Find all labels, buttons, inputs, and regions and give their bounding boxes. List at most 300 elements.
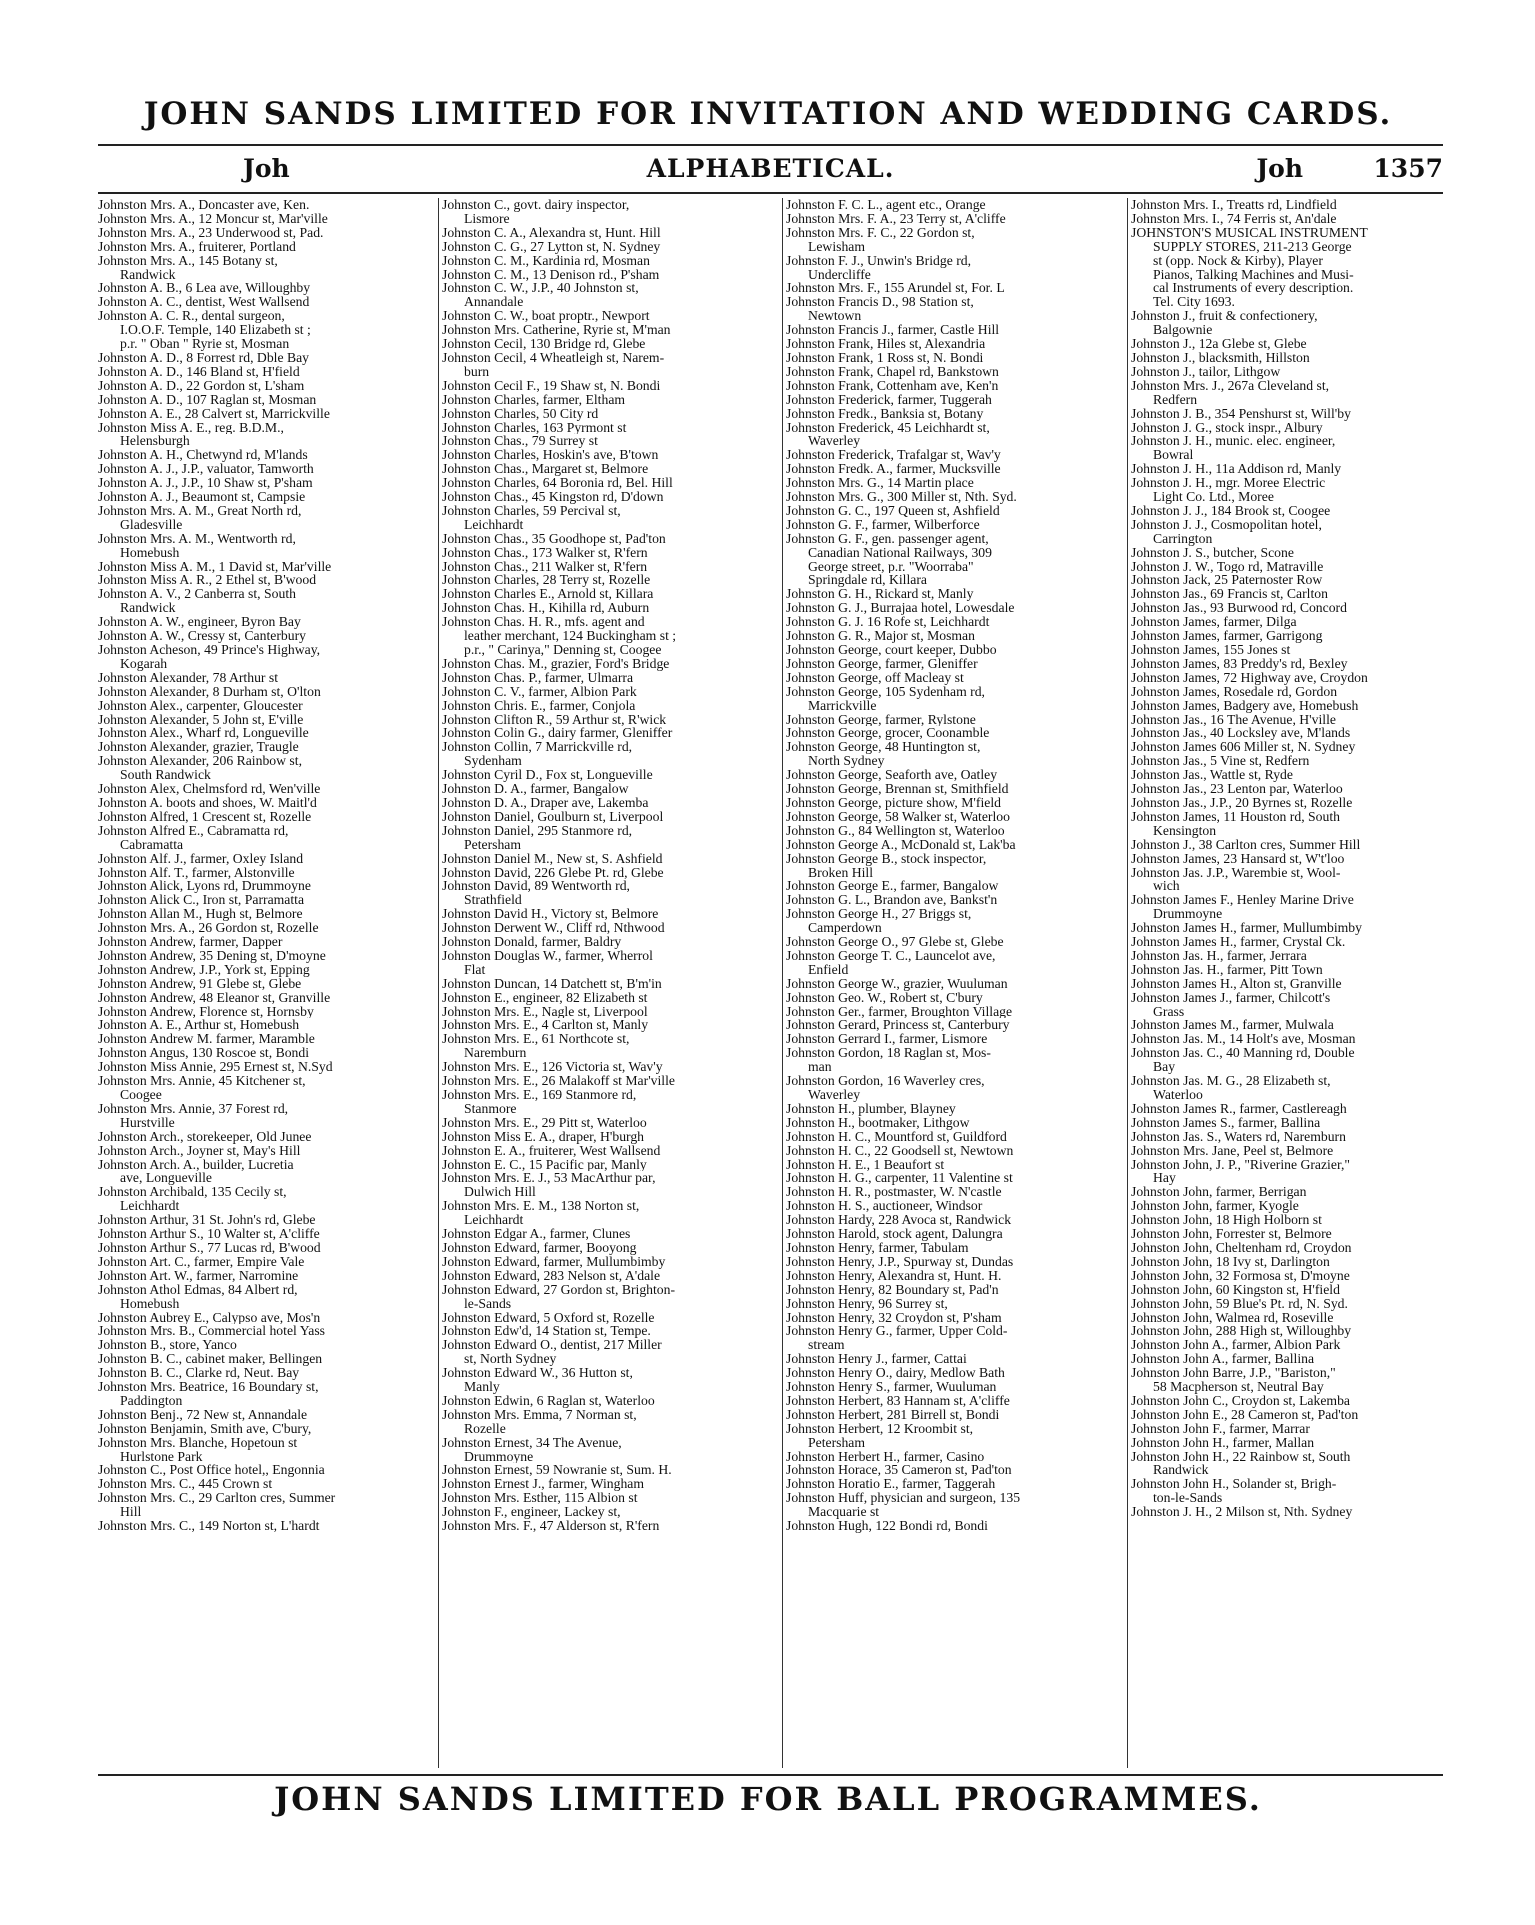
directory-entry-line: Cabramatta	[120, 837, 184, 852]
directory-entry-line: Johnston Acheson, 49 Prince's Highway,	[98, 643, 321, 657]
directory-entry-line: Johnston A. boots and shoes, W. Maitl'd	[98, 795, 317, 810]
directory-entry-line: Johnston A. D., 107 Raglan st, Mosman	[98, 392, 317, 407]
directory-entry-line: Johnston John, 18 High Holborn st	[1131, 1213, 1322, 1228]
directory-entry-line: Johnston Charles, farmer, Eltham	[442, 392, 626, 407]
directory-entry-line: Redfern	[1153, 392, 1198, 407]
directory-entry-line: ton-le-Sands	[1153, 1491, 1223, 1506]
directory-entry-line: Johnston John, 18 Ivy st, Darlington	[1131, 1254, 1330, 1269]
directory-entry-line: Johnston Archibald, 135 Cecily st,	[98, 1185, 287, 1200]
directory-entry-line: Johnston Frederick, farmer, Tuggerah	[786, 392, 992, 407]
directory-entry-line: Johnston J., tailor, Lithgow	[1131, 364, 1281, 379]
directory-entry-line: Johnston Aubrey E., Calypso ave, Mos'n	[98, 1310, 321, 1325]
directory-entry-line: Johnston George, 58 Walker st, Waterloo	[786, 809, 1010, 824]
directory-entry-line: Johnston Charles E., Arnold st, Killara	[442, 587, 654, 602]
directory-entry-line: Johnston Alf. J., farmer, Oxley Island	[98, 851, 304, 866]
directory-entry-line: Manly	[464, 1380, 500, 1394]
directory-entry-line: Johnston C. M., 13 Denison rd., P'sham	[442, 267, 660, 282]
directory-entry-line: Gladesville	[120, 517, 183, 532]
directory-entry-line: Johnston Chas., 173 Walker st, R'fern	[442, 545, 648, 560]
directory-entry-line: Johnston Chas. H. R., mfs. agent and	[442, 615, 645, 630]
directory-entry-line: Johnston Francis J., farmer, Castle Hill	[786, 323, 1000, 338]
directory-entry-line: Sydenham	[464, 754, 522, 769]
top-advertisement-banner: JOHN SANDS LIMITED FOR INVITATION AND WEDDING CARDS.	[143, 96, 1393, 132]
directory-entry-line: Johnston Arthur S., 77 Lucas rd, B'wood	[98, 1240, 321, 1255]
directory-entry-line: Johnston Mrs. A. M., Great North rd,	[98, 503, 302, 518]
directory-entry-line: Johnston Andrew M. farmer, Maramble	[98, 1032, 315, 1047]
directory-entry-line: Johnston H., bootmaker, Lithgow	[786, 1115, 970, 1130]
directory-entry-line: Johnston Andrew, farmer, Dapper	[98, 935, 283, 949]
directory-entry-line: I.O.O.F. Temple, 140 Elizabeth st ;	[120, 323, 311, 338]
directory-entry-line: Waverley	[808, 1088, 861, 1102]
directory-entry-line: Johnston Arch., storekeeper, Old Junee	[98, 1129, 312, 1144]
directory-entry-line: Johnston George, 105 Sydenham rd,	[786, 684, 985, 699]
directory-entry-line: Johnston G. H., Rickard st, Manly	[786, 587, 974, 602]
directory-entry-line: Johnston Charles, Hoskin's ave, B'town	[442, 448, 659, 463]
directory-entry-line: Johnston Edward, 27 Gordon st, Brighton-	[442, 1282, 676, 1297]
directory-entry-line: Johnston Jas., 40 Locksley ave, M'lands	[1131, 726, 1351, 741]
directory-entry-line: Johnston John, Walmea rd, Roseville	[1131, 1310, 1334, 1325]
directory-entry-line: Johnston John C., Croydon st, Lakemba	[1131, 1393, 1350, 1408]
directory-entry-line: Johnston Edwin, 6 Raglan st, Waterloo	[442, 1393, 655, 1408]
directory-entry-line: Johnston J. H., 11a Addison rd, Manly	[1131, 462, 1342, 477]
directory-entry-line: Johnston Frederick, 45 Leichhardt st,	[786, 420, 990, 435]
directory-entry-line: Johnston Daniel, Goulburn st, Liverpool	[442, 809, 664, 824]
directory-entry-line: Johnston Frank, Cottenham ave, Ken'n	[786, 378, 999, 393]
directory-entry-line: Johnston Edward, farmer, Mullumbimby	[442, 1254, 666, 1269]
directory-entry-line: Johnston C. G., 27 Lytton st, N. Sydney	[442, 239, 661, 254]
directory-entry-line: Johnston Mrs. G., 300 Miller st, Nth. Syd.	[786, 490, 1017, 504]
directory-entry-line: Pianos, Talking Machines and Musi-	[1153, 267, 1354, 282]
directory-entry-line: Rozelle	[464, 1421, 506, 1436]
directory-entry-line: Johnston A. J., Beaumont st, Campsie	[98, 490, 306, 504]
directory-entry-line: Marrickville	[808, 698, 877, 713]
directory-entry-line: Johnston James H., farmer, Mullumbimby	[1131, 921, 1362, 936]
directory-entry-line: Johnston George, court keeper, Dubbo	[786, 643, 997, 657]
directory-entry-line: Johnston George A., McDonald st, Lak'ba	[786, 837, 1016, 852]
directory-entry-line: Johnston Jas., 5 Vine st, Redfern	[1131, 754, 1310, 769]
directory-entry-line: Johnston Jas., 69 Francis st, Carlton	[1131, 587, 1328, 602]
directory-entry-line: Johnston Chas. P., farmer, Ulmarra	[442, 670, 634, 685]
directory-entry-line: Grass	[1153, 1004, 1185, 1019]
directory-entry-line: Johnston James, 72 Highway ave, Croydon	[1131, 670, 1368, 685]
directory-entry-line: Johnston Charles, 59 Percival st,	[442, 503, 621, 518]
directory-entry-line: Johnston H. C., 22 Goodsell st, Newtown	[786, 1143, 1014, 1158]
directory-entry-line: Johnston Frank, Chapel rd, Bankstown	[786, 364, 999, 379]
directory-entry-line: Johnston John, 32 Formosa st, D'moyne	[1131, 1268, 1350, 1283]
directory-entry-line: Johnston Huff, physician and surgeon, 135	[786, 1491, 1021, 1506]
directory-entry-line: Johnston Henry J., farmer, Cattai	[786, 1352, 967, 1367]
directory-entry-line: Johnston C. A., Alexandra st, Hunt. Hill	[442, 225, 661, 240]
directory-entry-line: Johnston Fredk. A., farmer, Mucksville	[786, 462, 1001, 477]
directory-entry-line: Johnston B., store, Yanco	[98, 1338, 237, 1353]
directory-entry-line: Johnston Chas. M., grazier, Ford's Bridge	[442, 656, 670, 671]
directory-entry-line: Johnston Jas., 23 Lenton par, Waterloo	[1131, 782, 1343, 796]
directory-entry-line: Johnston Douglas W., farmer, Wherrol	[442, 948, 653, 963]
directory-entry-line: Johnston Mrs. A., 23 Underwood st, Pad.	[98, 225, 324, 240]
directory-entry-line: Leichhardt	[464, 1213, 524, 1228]
directory-entry-line: Johnston Andrew, 48 Eleanor st, Granville	[98, 990, 331, 1005]
directory-entry-line: Johnston Henry, Alexandra st, Hunt. H.	[786, 1268, 1002, 1283]
directory-entry-line: Johnston James M., farmer, Mulwala	[1131, 1018, 1334, 1033]
directory-entry-line: Johnston James, Badgery ave, Homebush	[1131, 698, 1359, 713]
directory-entry-line: Johnston Henry, 96 Surrey st,	[786, 1296, 948, 1311]
header-right-guide-word: Joh	[1256, 154, 1303, 183]
directory-entry-line: Johnston A. C., dentist, West Wallsend	[98, 295, 310, 310]
directory-entry-line: Johnston G. C., 197 Queen st, Ashfield	[786, 503, 1000, 518]
directory-entry-line: Johnston Horatio E., farmer, Taggerah	[786, 1477, 996, 1492]
directory-entry-line: Johnston Mrs. E., 169 Stanmore rd,	[442, 1088, 637, 1102]
directory-entry-line: Johnston Andrew, 91 Glebe st, Glebe	[98, 976, 302, 991]
directory-entry-line: Johnston Frank, 1 Ross st, N. Bondi	[786, 350, 984, 365]
directory-entry-line: Johnston Fredk., Banksia st, Botany	[786, 406, 984, 421]
directory-entry-line: Johnston Herbert, 12 Kroombit st,	[786, 1421, 974, 1436]
directory-entry-line: Johnston John, Forrester st, Belmore	[1131, 1227, 1332, 1241]
directory-entry-line: burn	[464, 364, 490, 379]
directory-entry-line: Johnston G. J., Burrajaa hotel, Lowesdale	[786, 601, 1015, 616]
directory-entry-line: Petersham	[808, 1435, 866, 1450]
directory-entry-line: Johnston Alex, Chelmsford rd, Wen'ville	[98, 782, 321, 796]
directory-entry-line: Light Co. Ltd., Moree	[1153, 490, 1274, 504]
directory-entry-line: Johnston F., engineer, Lackey st,	[442, 1505, 621, 1520]
directory-entry-line: Johnston Chas., Margaret st, Belmore	[442, 462, 649, 477]
directory-entry-line: Johnston James F., Henley Marine Drive	[1131, 893, 1354, 908]
directory-entry-line: Johnston Clifton R., 59 Arthur st, R'wick	[442, 712, 667, 727]
directory-entry-line: Johnston Mrs. A., 145 Botany st,	[98, 253, 278, 268]
directory-entry-line: Johnston C., govt. dairy inspector,	[442, 198, 630, 212]
directory-entry-line: stream	[808, 1338, 845, 1353]
directory-entry-line: Johnston James, 83 Preddy's rd, Bexley	[1131, 656, 1348, 671]
directory-entry-line: Camperdown	[808, 921, 882, 936]
directory-entry-line: Broken Hill	[808, 865, 874, 880]
directory-entry-line: Johnston Mrs. J., 267a Cleveland st,	[1131, 378, 1330, 393]
directory-entry-line: wich	[1153, 879, 1180, 894]
directory-entry-line: Johnston A. W., engineer, Byron Bay	[98, 615, 301, 630]
directory-entry-line: Johnston James, farmer, Dilga	[1131, 615, 1297, 630]
directory-entry-line: Undercliffe	[808, 267, 871, 282]
directory-entry-line: Johnston Mrs. Beatrice, 16 Boundary st,	[98, 1380, 319, 1394]
directory-entry-line: Johnston John, 59 Blue's Pt. rd, N. Syd.	[1131, 1296, 1348, 1311]
directory-entry-line: Johnston Alex., carpenter, Gloucester	[98, 698, 303, 713]
directory-entry-line: Johnston A. C. R., dental surgeon,	[98, 309, 285, 324]
directory-entry-line: Johnston Mrs. F. A., 23 Terry st, A'cliffe	[786, 211, 1006, 226]
directory-entry-line: Johnston Horace, 35 Cameron st, Pad'ton	[786, 1463, 1012, 1478]
directory-entry-line: Johnston Chris. E., farmer, Conjola	[442, 698, 636, 713]
directory-entry-line: Johnston Derwent W., Cliff rd, Nthwood	[442, 921, 665, 936]
directory-entry-line: Johnston G. R., Major st, Mosman	[786, 629, 975, 643]
directory-entry-line: Johnston H. R., postmaster, W. N'castle	[786, 1185, 1002, 1200]
header-section-title: ALPHABETICAL.	[646, 154, 895, 183]
directory-entry-line: Johnston John H., farmer, Mallan	[1131, 1435, 1315, 1450]
directory-entry-line: Johnston Jas., 93 Burwood rd, Concord	[1131, 601, 1347, 616]
directory-entry-line: Johnston George, 48 Huntington st,	[786, 740, 981, 755]
directory-entry-line: Springdale rd, Killara	[808, 573, 927, 588]
directory-entry-line: Johnston Miss A. M., 1 David st, Mar'ville	[98, 559, 332, 574]
directory-entry-line: cal Instruments of every description.	[1153, 281, 1354, 296]
header-left-guide-word: Joh	[243, 154, 290, 183]
directory-entry-line: Johnston Jas. H., farmer, Jerrara	[1131, 948, 1307, 963]
directory-entry-line: Johnston Charles, 28 Terry st, Rozelle	[442, 573, 651, 588]
directory-entry-line: Johnston G., 84 Wellington st, Waterloo	[786, 823, 1005, 838]
directory-entry-line: Johnston Mrs. C., 149 Norton st, L'hardt	[98, 1519, 320, 1533]
directory-entry-line: Canadian National Railways, 309	[808, 545, 992, 560]
directory-entry-line: Johnston John, farmer, Kyogle	[1131, 1199, 1299, 1214]
directory-entry-line: Johnston Mrs. E. M., 138 Norton st,	[442, 1199, 640, 1214]
directory-entry-line: Johnston Collin, 7 Marrickville rd,	[442, 740, 633, 755]
directory-entry-line: Johnston Mrs. E., 4 Carlton st, Manly	[442, 1018, 649, 1033]
directory-entry-line: Lismore	[464, 211, 510, 226]
directory-entry-line: Johnston J., fruit & confectionery,	[1131, 309, 1318, 324]
directory-entry-line: Johnston D. A., Draper ave, Lakemba	[442, 795, 649, 810]
directory-entry-line: Johnston Edward, 283 Nelson st, A'dale	[442, 1268, 661, 1283]
listing-column-3	[786, 198, 1123, 1770]
directory-entry-line: Johnston John, farmer, Berrigan	[1131, 1185, 1307, 1200]
directory-entry-line: Randwick	[120, 267, 176, 282]
directory-entry-line: Leichhardt	[464, 517, 524, 532]
directory-entry-line: Hurstville	[120, 1115, 175, 1130]
directory-entry-line: Johnston Andrew, Florence st, Hornsby	[98, 1004, 314, 1019]
directory-entry-line: Johnston F. J., Unwin's Bridge rd,	[786, 253, 972, 268]
directory-entry-line: Johnston John, 288 High st, Willoughby	[1131, 1324, 1352, 1339]
directory-entry-line: Johnston Mrs. A., fruiterer, Portland	[98, 239, 296, 254]
directory-entry-line: Johnston J. G., stock inspr., Albury	[1131, 420, 1323, 435]
directory-entry-line: Johnston Daniel M., New st, S. Ashfield	[442, 851, 663, 866]
directory-entry-line: Johnston Arch. A., builder, Lucretia	[98, 1157, 294, 1172]
directory-entry-line: Johnston Miss A. R., 2 Ethel st, B'wood	[98, 573, 317, 588]
directory-entry-line: Johnston John A., farmer, Ballina	[1131, 1352, 1315, 1367]
directory-entry-line: Johnston Mrs. F., 155 Arundel st, For. L	[786, 281, 1005, 296]
directory-entry-line: Johnston James J., farmer, Chilcott's	[1131, 990, 1331, 1005]
directory-entry-line: Johnston Jas. H., farmer, Pitt Town	[1131, 962, 1323, 977]
footer-rule	[98, 1774, 1443, 1776]
directory-entry-line: Carrington	[1153, 531, 1213, 546]
directory-entry-line: Johnston Cecil, 130 Bridge rd, Glebe	[442, 337, 646, 351]
directory-entry-line: p.r. " Oban " Ryrie st, Mosman	[120, 337, 290, 351]
directory-entry-line: Johnston Mrs. Jane, Peel st, Belmore	[1131, 1143, 1334, 1158]
directory-entry-line: Johnston J. W., Togo rd, Matraville	[1131, 559, 1324, 574]
directory-entry-line: Johnston Hardy, 228 Avoca st, Randwick	[786, 1213, 1012, 1228]
directory-entry-line: p.r., " Carinya," Denning st, Coogee	[464, 643, 662, 657]
directory-entry-line: Johnston Gerrard I., farmer, Lismore	[786, 1032, 988, 1047]
directory-entry-line: Johnston Benj., 72 New st, Annandale	[98, 1407, 308, 1422]
directory-entry-line: Johnston J., blacksmith, Hillston	[1131, 350, 1310, 365]
directory-entry-line: Johnston Frederick, Trafalgar st, Wav'y	[786, 448, 1001, 463]
directory-entry-line: Johnston Duncan, 14 Datchett st, B'm'in	[442, 976, 662, 991]
directory-entry-line: Johnston James H., farmer, Crystal Ck.	[1131, 935, 1346, 949]
directory-entry-line: Johnston Mrs. C., 29 Carlton cres, Summer	[98, 1491, 336, 1506]
directory-entry-line: Tel. City 1693.	[1153, 295, 1235, 310]
directory-entry-line: Johnston Mrs. Annie, 45 Kitchener st,	[98, 1074, 306, 1088]
directory-entry-line: Johnston Gordon, 18 Raglan st, Mos-	[786, 1046, 991, 1061]
directory-entry-line: Randwick	[120, 601, 176, 616]
directory-entry-line: Johnston Mrs. I., 74 Ferris st, An'dale	[1131, 211, 1337, 226]
directory-entry-line: Johnston J. H., munic. elec. engineer,	[1131, 434, 1336, 449]
directory-entry-line: Johnston Cyril D., Fox st, Longueville	[442, 768, 653, 783]
directory-entry-line: Johnston Mrs. E., 126 Victoria st, Wav'y	[442, 1060, 663, 1075]
directory-entry-line: Johnston Edward W., 36 Hutton st,	[442, 1366, 633, 1381]
directory-entry-line: Johnston Mrs. A., 12 Moncur st, Mar'ville	[98, 211, 328, 226]
directory-entry-line: Johnston Cecil F., 19 Shaw st, N. Bondi	[442, 378, 661, 393]
directory-entry-line: Johnston James 606 Miller st, N. Sydney	[1131, 740, 1356, 755]
directory-entry-line: Johnston Art. W., farmer, Narromine	[98, 1268, 299, 1283]
directory-entry-line: Johnston Edward, 5 Oxford st, Rozelle	[442, 1310, 655, 1325]
directory-entry-line: Bay	[1153, 1060, 1176, 1075]
header-rule-top	[98, 144, 1443, 146]
directory-entry-line: Johnston Alick C., Iron st, Parramatta	[98, 893, 305, 908]
running-header	[98, 154, 1443, 186]
directory-entry-line: Johnston Edgar A., farmer, Clunes	[442, 1227, 631, 1241]
directory-entry-line: Johnston J. J., Cosmopolitan hotel,	[1131, 517, 1322, 532]
directory-entry-line: Johnston George, off Macleay st	[786, 670, 964, 685]
directory-entry-line: Homebush	[120, 545, 180, 560]
directory-entry-line: Johnston Mrs. F., 47 Alderson st, R'fern	[442, 1519, 660, 1533]
directory-entry-line: Waterloo	[1153, 1088, 1203, 1102]
directory-entry-line: Johnston Andrew, 35 Dening st, D'moyne	[98, 948, 326, 963]
directory-entry-line: Johnston H. C., Mountford st, Guildford	[786, 1129, 1007, 1144]
directory-entry-line: Annandale	[464, 295, 524, 310]
directory-entry-line: Johnston A. D., 22 Gordon st, L'sham	[98, 378, 305, 393]
directory-entry-line: Johnston Herbert, 281 Birrell st, Bondi	[786, 1407, 1000, 1422]
listing-column-2	[442, 198, 778, 1770]
directory-entry-line: Johnston D. A., farmer, Bangalow	[442, 782, 629, 796]
directory-entry-line: Johnston Chas., 79 Surrey st	[442, 434, 598, 449]
directory-entry-line: Johnston Mrs. E., Nagle st, Liverpool	[442, 1004, 648, 1019]
directory-entry-line: Johnston Henry S., farmer, Wuuluman	[786, 1380, 997, 1394]
page-number: 1357	[1373, 154, 1443, 183]
directory-entry-line: Balgownie	[1153, 323, 1213, 338]
directory-entry-line: Johnston Arthur S., 10 Walter st, A'cliffe	[98, 1227, 320, 1241]
directory-entry-line: Johnston George, grocer, Coonamble	[786, 726, 990, 741]
directory-entry-line: Johnston F. C. L., agent etc., Orange	[786, 198, 986, 212]
directory-entry-line: Johnston Gerard, Princess st, Canterbury	[786, 1018, 1010, 1033]
directory-entry-line: Johnston Jas. S., Waters rd, Naremburn	[1131, 1129, 1346, 1144]
directory-entry-line: Johnston Alick, Lyons rd, Drummoyne	[98, 879, 311, 894]
directory-entry-line: Strathfield	[464, 893, 522, 908]
directory-entry-line: Paddington	[120, 1393, 183, 1408]
directory-entry-line: Johnston Mrs. Catherine, Ryrie st, M'man	[442, 323, 671, 338]
directory-entry-line: Johnston Arch., Joyner st, May's Hill	[98, 1143, 301, 1158]
directory-entry-line: Johnston H. E., 1 Beaufort st	[786, 1157, 945, 1172]
directory-entry-line: Newtown	[808, 309, 862, 324]
directory-entry-line: Lewisham	[808, 239, 866, 254]
directory-entry-line: North Sydney	[808, 754, 885, 769]
directory-entry-line: Hill	[120, 1505, 142, 1520]
directory-entry-line: Johnston James R., farmer, Castlereagh	[1131, 1101, 1347, 1116]
directory-entry-line: Johnston George B., stock inspector,	[786, 851, 987, 866]
directory-entry-line: Johnston A. B., 6 Lea ave, Willoughby	[98, 281, 311, 296]
directory-entry-line: Johnston Ger., farmer, Broughton Village	[786, 1004, 1013, 1019]
directory-entry-line: Johnston Daniel, 295 Stanmore rd,	[442, 823, 633, 838]
directory-entry-line: Johnston A. W., Cressy st, Canterbury	[98, 629, 306, 643]
directory-entry-line: Johnston A. H., Chetwynd rd, M'lands	[98, 448, 308, 463]
directory-entry-line: Johnston Henry, J.P., Spurway st, Dundas	[786, 1254, 1014, 1269]
directory-entry-line: Johnston Mrs. Blanche, Hopetoun st	[98, 1435, 298, 1450]
directory-entry-line: Johnston John H., 22 Rainbow st, South	[1131, 1449, 1351, 1464]
directory-entry-line: Johnston A. V., 2 Canberra st, South	[98, 587, 296, 602]
directory-entry-line: st (opp. Nock & Kirby), Player	[1153, 253, 1323, 268]
directory-entry-line: Johnston A. D., 146 Bland st, H'field	[98, 364, 300, 379]
directory-entry-line: Johnston Charles, 64 Boronia rd, Bel. Hill	[442, 476, 673, 491]
directory-entry-line: Johnston H. S., auctioneer, Windsor	[786, 1199, 983, 1214]
directory-entry-line: Johnston Henry G., farmer, Upper Cold-	[786, 1324, 1008, 1339]
directory-entry-line: Johnston Francis D., 98 Station st,	[786, 295, 974, 310]
directory-entry-line: Johnston John E., 28 Cameron st, Pad'ton	[1131, 1407, 1359, 1422]
directory-entry-line: Johnston C., Post Office hotel,, Engonnia	[98, 1463, 325, 1478]
directory-entry-line: Johnston Jas., 16 The Avenue, H'ville	[1131, 712, 1336, 727]
directory-entry-line: Johnston Edward, farmer, Booyong	[442, 1240, 637, 1255]
directory-entry-line: Johnston Hugh, 122 Bondi rd, Bondi	[786, 1519, 988, 1533]
directory-entry-line: man	[808, 1060, 832, 1075]
directory-entry-line: Johnston Mrs. Emma, 7 Norman st,	[442, 1407, 637, 1422]
directory-entry-line: Waverley	[808, 434, 861, 449]
directory-entry-line: Johnston Geo. W., Robert st, C'bury	[786, 990, 983, 1005]
directory-entry-line: Randwick	[1153, 1463, 1209, 1478]
directory-entry-line: Johnston Edward O., dentist, 217 Miller	[442, 1338, 662, 1353]
directory-entry-line: Johnston Chas., 45 Kingston rd, D'down	[442, 490, 664, 504]
directory-entry-line: Johnston Frank, Hiles st, Alexandria	[786, 337, 986, 351]
directory-entry-line: Johnston James, 155 Jones st	[1131, 643, 1291, 657]
directory-entry-line: Johnston Charles, 163 Pyrmont st	[442, 420, 627, 435]
directory-entry-line: Johnston James, Rosedale rd, Gordon	[1131, 684, 1338, 699]
listing-columns	[98, 198, 1443, 1770]
directory-entry-line: Johnston J., 12a Glebe st, Glebe	[1131, 337, 1307, 351]
directory-entry-line: Johnston Edw'd, 14 Station st, Tempe.	[442, 1324, 651, 1339]
directory-entry-line: Johnston Mrs. Esther, 115 Albion st	[442, 1491, 638, 1506]
directory-entry-line: Johnston George, picture show, M'field	[786, 795, 1001, 810]
directory-entry-line: Johnston Henry, 32 Croydon st, P'sham	[786, 1310, 1002, 1325]
directory-entry-line: Johnston J. J., 184 Brook st, Coogee	[1131, 503, 1331, 518]
directory-entry-line: Johnston Ernest, 34 The Avenue,	[442, 1435, 622, 1450]
directory-entry-line: Kogarah	[120, 656, 168, 671]
directory-entry-line: Johnston Benjamin, Smith ave, C'bury,	[98, 1421, 312, 1436]
directory-entry-line: Johnston George E., farmer, Bangalow	[786, 879, 999, 894]
directory-entry-line: Johnston J., 38 Carlton cres, Summer Hill	[1131, 837, 1361, 852]
directory-entry-line: SUPPLY STORES, 211-213 George	[1153, 239, 1352, 254]
directory-entry-line: Johnston Miss A. E., reg. B.D.M.,	[98, 420, 284, 435]
directory-entry-line: Johnston Angus, 130 Roscoe st, Bondi	[98, 1046, 310, 1061]
directory-entry-line: Naremburn	[464, 1046, 527, 1061]
listing-column-1	[98, 198, 434, 1770]
directory-entry-line: Johnston Alexander, 5 John st, E'ville	[98, 712, 304, 727]
directory-entry-line: Johnston John H., Solander st, Brigh-	[1131, 1477, 1337, 1492]
directory-entry-line: Johnston Alexander, 206 Rainbow st,	[98, 754, 302, 769]
directory-entry-line: Johnston Mrs. A. M., Wentworth rd,	[98, 531, 296, 546]
directory-entry-line: Johnston Alexander, grazier, Traugle	[98, 740, 299, 755]
directory-entry-line: Johnston John A., farmer, Albion Park	[1131, 1338, 1341, 1353]
directory-entry-line: Johnston E., engineer, 82 Elizabeth st	[442, 990, 648, 1005]
directory-entry-line: Helensburgh	[120, 434, 190, 449]
directory-entry-line: Johnston J. S., butcher, Scone	[1131, 545, 1294, 560]
directory-entry-line: Johnston Mrs. E., 26 Malakoff st Mar'ville	[442, 1074, 675, 1088]
directory-entry-line: Johnston J. B., 354 Penshurst st, Will'by	[1131, 406, 1351, 421]
directory-entry-line: Johnston Henry, 82 Boundary st, Pad'n	[786, 1282, 999, 1297]
directory-entry-line: Johnston G. F., farmer, Wilberforce	[786, 517, 980, 532]
directory-entry-line: Johnston Gordon, 16 Waverley cres,	[786, 1074, 985, 1088]
directory-entry-line: Johnston G. J. 16 Rofe st, Leichhardt	[786, 615, 990, 630]
directory-entry-line: Johnston J. H., 2 Milson st, Nth. Sydney	[1131, 1505, 1353, 1520]
directory-entry-line: Johnston Henry O., dairy, Medlow Bath	[786, 1366, 1005, 1381]
directory-entry-line: Johnston George O., 97 Glebe st, Glebe	[786, 935, 1004, 949]
directory-entry-line: Stanmore	[464, 1101, 517, 1116]
directory-entry-line: Johnston Alfred, 1 Crescent st, Rozelle	[98, 809, 312, 824]
directory-entry-line: Johnston J. H., mgr. Moree Electric	[1131, 476, 1326, 491]
directory-entry-line: Johnston Alf. T., farmer, Alstonville	[98, 865, 295, 880]
directory-entry-line: Homebush	[120, 1296, 180, 1311]
directory-entry-line: Drummoyne	[1153, 907, 1223, 922]
directory-entry-line: Johnston Athol Edmas, 84 Albert rd,	[98, 1282, 298, 1297]
directory-entry-line: Johnston Herbert, 83 Hannam st, A'cliffe	[786, 1393, 1010, 1408]
bottom-advertisement-banner: JOHN SANDS LIMITED FOR BALL PROGRAMMES.	[274, 1780, 1262, 1818]
directory-entry-line: leather merchant, 124 Buckingham st ;	[464, 629, 677, 643]
